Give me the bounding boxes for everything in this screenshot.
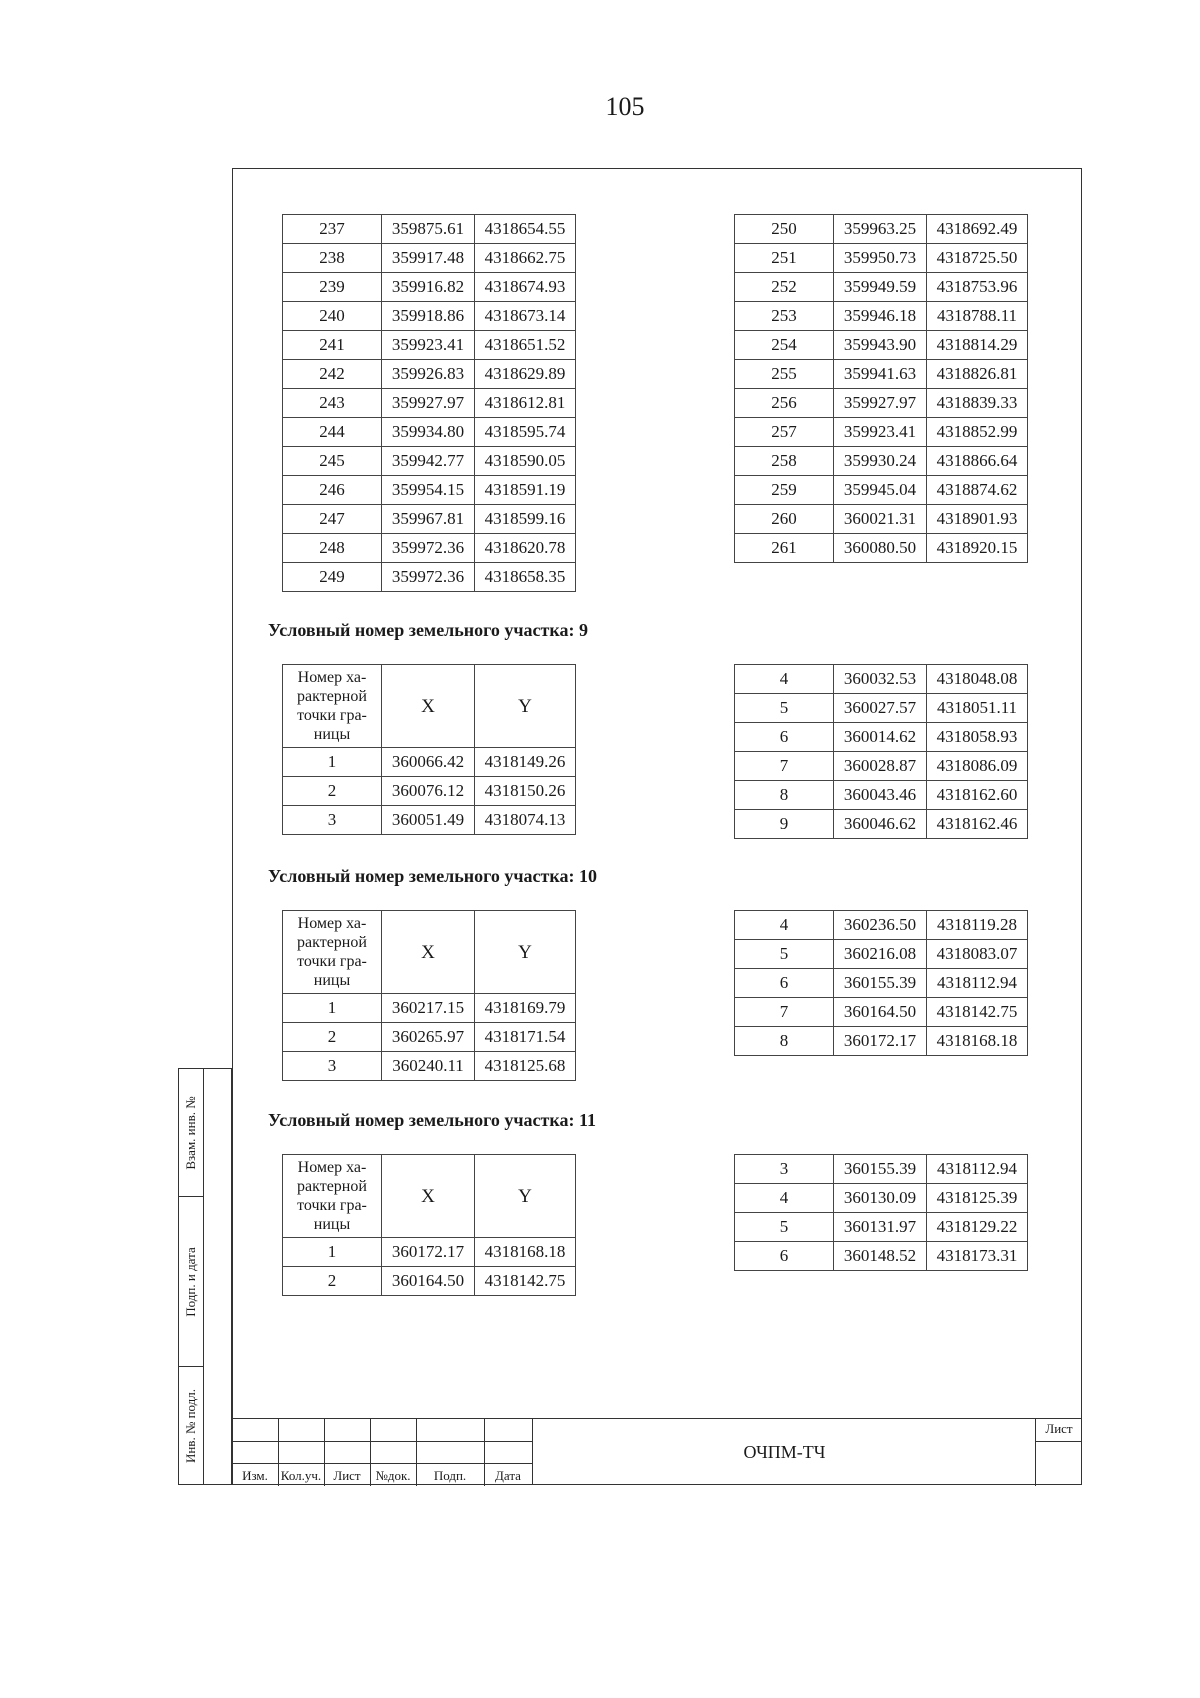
table-row	[735, 1155, 1028, 1184]
x-coordinate-cell: 359954.15	[382, 476, 475, 505]
point-number-cell: 242	[283, 360, 382, 389]
y-coordinate-cell: 4318901.93	[927, 505, 1028, 534]
coordinates-table-top-right	[734, 214, 1028, 563]
x-coordinate-cell: 360148.52	[834, 1242, 927, 1271]
x-coordinate-cell: 360076.12	[382, 777, 475, 806]
point-number-cell: 5	[735, 1213, 834, 1242]
point-number-cell: 4	[735, 911, 834, 940]
section-title-10: Условный номер земельного участка: 10	[268, 866, 597, 886]
x-coordinate-cell: 360066.42	[382, 748, 475, 777]
point-number-cell: 2	[283, 777, 382, 806]
header-x: X	[382, 665, 475, 748]
y-coordinate-cell: 4318171.54	[475, 1023, 576, 1052]
table-header-row	[283, 911, 576, 994]
title-block-label-sheet: Лист	[333, 1468, 361, 1483]
table-row	[283, 215, 576, 244]
point-number-cell: 4	[735, 1184, 834, 1213]
point-number-cell: 2	[283, 1267, 382, 1296]
x-coordinate-cell: 359916.82	[382, 273, 475, 302]
y-coordinate-cell: 4318620.78	[475, 534, 576, 563]
x-coordinate-cell: 359972.36	[382, 534, 475, 563]
point-number-cell: 245	[283, 447, 382, 476]
table-row	[283, 748, 576, 777]
table-row	[283, 994, 576, 1023]
x-coordinate-cell: 360172.17	[382, 1238, 475, 1267]
y-coordinate-cell: 4318086.09	[927, 752, 1028, 781]
table-row	[735, 215, 1028, 244]
x-coordinate-cell: 360051.49	[382, 806, 475, 835]
point-number-cell: 238	[283, 244, 382, 273]
x-coordinate-cell: 359943.90	[834, 331, 927, 360]
point-number-cell: 249	[283, 563, 382, 592]
coordinates-table-section-11-right	[734, 1154, 1028, 1271]
x-coordinate-cell: 360164.50	[834, 998, 927, 1027]
y-coordinate-cell: 4318725.50	[927, 244, 1028, 273]
y-coordinate-cell: 4318595.74	[475, 418, 576, 447]
y-coordinate-cell: 4318654.55	[475, 215, 576, 244]
point-number-cell: 8	[735, 1027, 834, 1056]
table-row	[735, 418, 1028, 447]
x-coordinate-cell: 360172.17	[834, 1027, 927, 1056]
point-number-cell: 4	[735, 665, 834, 694]
point-number-cell: 237	[283, 215, 382, 244]
y-coordinate-cell: 4318058.93	[927, 723, 1028, 752]
point-number-cell: 5	[735, 940, 834, 969]
table-row	[283, 476, 576, 505]
coordinates-table-top-left	[282, 214, 576, 592]
point-number-cell: 9	[735, 810, 834, 839]
table-row	[283, 505, 576, 534]
point-number-cell: 1	[283, 994, 382, 1023]
y-coordinate-cell: 4318753.96	[927, 273, 1028, 302]
point-number-cell: 239	[283, 273, 382, 302]
y-coordinate-cell: 4318590.05	[475, 447, 576, 476]
y-coordinate-cell: 4318168.18	[475, 1238, 576, 1267]
coordinates-table-section-9-left	[282, 664, 576, 835]
table-row	[283, 1023, 576, 1052]
side-stamp-signature-label: Подп. и дата	[183, 1246, 198, 1317]
x-coordinate-cell: 359923.41	[834, 418, 927, 447]
header-point-number: Номер ха-рактерной точки гра-ницы	[283, 1155, 382, 1238]
x-coordinate-cell: 359946.18	[834, 302, 927, 331]
point-number-cell: 240	[283, 302, 382, 331]
point-number-cell: 3	[735, 1155, 834, 1184]
x-coordinate-cell: 359963.25	[834, 215, 927, 244]
x-coordinate-cell: 360043.46	[834, 781, 927, 810]
side-stamp-signature-cell	[179, 1197, 203, 1367]
table-row	[735, 911, 1028, 940]
header-x: X	[382, 1155, 475, 1238]
point-number-cell: 3	[283, 806, 382, 835]
y-coordinate-cell: 4318826.81	[927, 360, 1028, 389]
x-coordinate-cell: 360014.62	[834, 723, 927, 752]
coordinates-table-section-10-left	[282, 910, 576, 1081]
table-row	[735, 940, 1028, 969]
y-coordinate-cell: 4318612.81	[475, 389, 576, 418]
x-coordinate-cell: 359918.86	[382, 302, 475, 331]
table-row	[283, 447, 576, 476]
x-coordinate-cell: 360155.39	[834, 1155, 927, 1184]
document-code: ОЧПМ-ТЧ	[532, 1419, 1036, 1485]
table-row	[283, 302, 576, 331]
table-row	[735, 1242, 1028, 1271]
x-coordinate-cell: 359945.04	[834, 476, 927, 505]
table-row	[283, 1238, 576, 1267]
point-number-cell: 3	[283, 1052, 382, 1081]
point-number-cell: 241	[283, 331, 382, 360]
y-coordinate-cell: 4318814.29	[927, 331, 1028, 360]
coordinates-table-section-11-left	[282, 1154, 576, 1296]
side-stamp	[178, 1068, 232, 1485]
table-row	[283, 563, 576, 592]
x-coordinate-cell: 359923.41	[382, 331, 475, 360]
header-y: Y	[475, 1155, 576, 1238]
x-coordinate-cell: 360021.31	[834, 505, 927, 534]
x-coordinate-cell: 360032.53	[834, 665, 927, 694]
table-row	[735, 389, 1028, 418]
point-number-cell: 8	[735, 781, 834, 810]
side-stamp-inventory-label: Инв. № подл.	[183, 1388, 198, 1463]
x-coordinate-cell: 360130.09	[834, 1184, 927, 1213]
x-coordinate-cell: 359875.61	[382, 215, 475, 244]
table-row	[735, 998, 1028, 1027]
table-row	[283, 777, 576, 806]
y-coordinate-cell: 4318920.15	[927, 534, 1028, 563]
point-number-cell: 6	[735, 723, 834, 752]
table-row	[735, 1213, 1028, 1242]
point-number-cell: 7	[735, 998, 834, 1027]
point-number-cell: 1	[283, 1238, 382, 1267]
y-coordinate-cell: 4318629.89	[475, 360, 576, 389]
table-row	[283, 360, 576, 389]
point-number-cell: 243	[283, 389, 382, 418]
coordinates-table-section-10-right	[734, 910, 1028, 1056]
side-stamp-inventory-cell	[179, 1367, 203, 1484]
x-coordinate-cell: 360164.50	[382, 1267, 475, 1296]
table-row	[283, 806, 576, 835]
point-number-cell: 5	[735, 694, 834, 723]
title-block-label-doc-no: №док.	[375, 1468, 411, 1483]
x-coordinate-cell: 359949.59	[834, 273, 927, 302]
coordinates-table-section-9-right	[734, 664, 1028, 839]
x-coordinate-cell: 360217.15	[382, 994, 475, 1023]
y-coordinate-cell: 4318852.99	[927, 418, 1028, 447]
y-coordinate-cell: 4318874.62	[927, 476, 1028, 505]
y-coordinate-cell: 4318162.60	[927, 781, 1028, 810]
table-row	[735, 723, 1028, 752]
x-coordinate-cell: 360240.11	[382, 1052, 475, 1081]
table-row	[735, 505, 1028, 534]
x-coordinate-cell: 359934.80	[382, 418, 475, 447]
y-coordinate-cell: 4318048.08	[927, 665, 1028, 694]
title-block-grid	[232, 1419, 532, 1486]
y-coordinate-cell: 4318839.33	[927, 389, 1028, 418]
title-block-label-change: Изм.	[242, 1468, 268, 1483]
x-coordinate-cell: 360046.62	[834, 810, 927, 839]
sheet-number-cell	[1035, 1419, 1082, 1486]
point-number-cell: 259	[735, 476, 834, 505]
point-number-cell: 1	[283, 748, 382, 777]
y-coordinate-cell: 4318169.79	[475, 994, 576, 1023]
sheet-label: Лист	[1036, 1421, 1082, 1442]
table-row	[735, 244, 1028, 273]
x-coordinate-cell: 359967.81	[382, 505, 475, 534]
y-coordinate-cell: 4318591.19	[475, 476, 576, 505]
point-number-cell: 251	[735, 244, 834, 273]
table-row	[735, 534, 1028, 563]
table-row	[283, 389, 576, 418]
x-coordinate-cell: 359930.24	[834, 447, 927, 476]
point-number-cell: 252	[735, 273, 834, 302]
table-row	[735, 273, 1028, 302]
y-coordinate-cell: 4318129.22	[927, 1213, 1028, 1242]
table-row	[283, 273, 576, 302]
x-coordinate-cell: 359950.73	[834, 244, 927, 273]
header-y: Y	[475, 911, 576, 994]
y-coordinate-cell: 4318162.46	[927, 810, 1028, 839]
point-number-cell: 254	[735, 331, 834, 360]
point-number-cell: 6	[735, 1242, 834, 1271]
point-number-cell: 248	[283, 534, 382, 563]
header-point-number: Номер ха-рактерной точки гра-ницы	[283, 911, 382, 994]
y-coordinate-cell: 4318692.49	[927, 215, 1028, 244]
x-coordinate-cell: 360155.39	[834, 969, 927, 998]
x-coordinate-cell: 359941.63	[834, 360, 927, 389]
x-coordinate-cell: 360080.50	[834, 534, 927, 563]
table-row	[735, 360, 1028, 389]
point-number-cell: 247	[283, 505, 382, 534]
y-coordinate-cell: 4318142.75	[927, 998, 1028, 1027]
y-coordinate-cell: 4318074.13	[475, 806, 576, 835]
table-row	[283, 1052, 576, 1081]
y-coordinate-cell: 4318173.31	[927, 1242, 1028, 1271]
point-number-cell: 260	[735, 505, 834, 534]
x-coordinate-cell: 359972.36	[382, 563, 475, 592]
y-coordinate-cell: 4318112.94	[927, 969, 1028, 998]
point-number-cell: 7	[735, 752, 834, 781]
y-coordinate-cell: 4318119.28	[927, 911, 1028, 940]
y-coordinate-cell: 4318658.35	[475, 563, 576, 592]
header-y: Y	[475, 665, 576, 748]
table-row	[283, 534, 576, 563]
page-number: 105	[605, 92, 645, 121]
y-coordinate-cell: 4318149.26	[475, 748, 576, 777]
point-number-cell: 244	[283, 418, 382, 447]
x-coordinate-cell: 360028.87	[834, 752, 927, 781]
y-coordinate-cell: 4318599.16	[475, 505, 576, 534]
y-coordinate-cell: 4318788.11	[927, 302, 1028, 331]
x-coordinate-cell: 360216.08	[834, 940, 927, 969]
table-row	[283, 244, 576, 273]
table-row	[735, 969, 1028, 998]
x-coordinate-cell: 359927.97	[382, 389, 475, 418]
table-row	[735, 810, 1028, 839]
y-coordinate-cell: 4318651.52	[475, 331, 576, 360]
y-coordinate-cell: 4318866.64	[927, 447, 1028, 476]
table-row	[735, 1027, 1028, 1056]
header-x: X	[382, 911, 475, 994]
y-coordinate-cell: 4318673.14	[475, 302, 576, 331]
table-row	[735, 1184, 1028, 1213]
table-row	[735, 694, 1028, 723]
title-block-label-signature: Подп.	[433, 1468, 467, 1483]
x-coordinate-cell: 359926.83	[382, 360, 475, 389]
y-coordinate-cell: 4318168.18	[927, 1027, 1028, 1056]
table-row	[283, 418, 576, 447]
title-block	[232, 1418, 1082, 1485]
point-number-cell: 250	[735, 215, 834, 244]
y-coordinate-cell: 4318125.68	[475, 1052, 576, 1081]
x-coordinate-cell: 360236.50	[834, 911, 927, 940]
point-number-cell: 2	[283, 1023, 382, 1052]
point-number-cell: 253	[735, 302, 834, 331]
x-coordinate-cell: 359942.77	[382, 447, 475, 476]
title-block-label-date: Дата	[495, 1468, 521, 1483]
x-coordinate-cell: 359927.97	[834, 389, 927, 418]
table-row	[283, 331, 576, 360]
y-coordinate-cell: 4318662.75	[475, 244, 576, 273]
title-block-label-count: Кол.уч.	[280, 1468, 322, 1483]
side-stamp-replacement-label: Взам. инв. №	[183, 1095, 198, 1170]
side-stamp-replacement-cell	[179, 1069, 203, 1197]
table-header-row	[283, 665, 576, 748]
point-number-cell: 246	[283, 476, 382, 505]
x-coordinate-cell: 360265.97	[382, 1023, 475, 1052]
point-number-cell: 256	[735, 389, 834, 418]
table-row	[735, 752, 1028, 781]
table-row	[735, 781, 1028, 810]
point-number-cell: 261	[735, 534, 834, 563]
point-number-cell: 258	[735, 447, 834, 476]
y-coordinate-cell: 4318051.11	[927, 694, 1028, 723]
y-coordinate-cell: 4318125.39	[927, 1184, 1028, 1213]
table-header-row	[283, 1155, 576, 1238]
y-coordinate-cell: 4318112.94	[927, 1155, 1028, 1184]
table-row	[735, 476, 1028, 505]
y-coordinate-cell: 4318150.26	[475, 777, 576, 806]
section-title-9: Условный номер земельного участка: 9	[268, 620, 588, 640]
section-title-11: Условный номер земельного участка: 11	[268, 1110, 596, 1130]
y-coordinate-cell: 4318674.93	[475, 273, 576, 302]
table-row	[283, 1267, 576, 1296]
y-coordinate-cell: 4318083.07	[927, 940, 1028, 969]
x-coordinate-cell: 359917.48	[382, 244, 475, 273]
y-coordinate-cell: 4318142.75	[475, 1267, 576, 1296]
point-number-cell: 255	[735, 360, 834, 389]
table-row	[735, 331, 1028, 360]
table-row	[735, 302, 1028, 331]
x-coordinate-cell: 360131.97	[834, 1213, 927, 1242]
table-row	[735, 447, 1028, 476]
point-number-cell: 6	[735, 969, 834, 998]
point-number-cell: 257	[735, 418, 834, 447]
table-row	[735, 665, 1028, 694]
header-point-number: Номер ха-рактерной точки гра-ницы	[283, 665, 382, 748]
x-coordinate-cell: 360027.57	[834, 694, 927, 723]
